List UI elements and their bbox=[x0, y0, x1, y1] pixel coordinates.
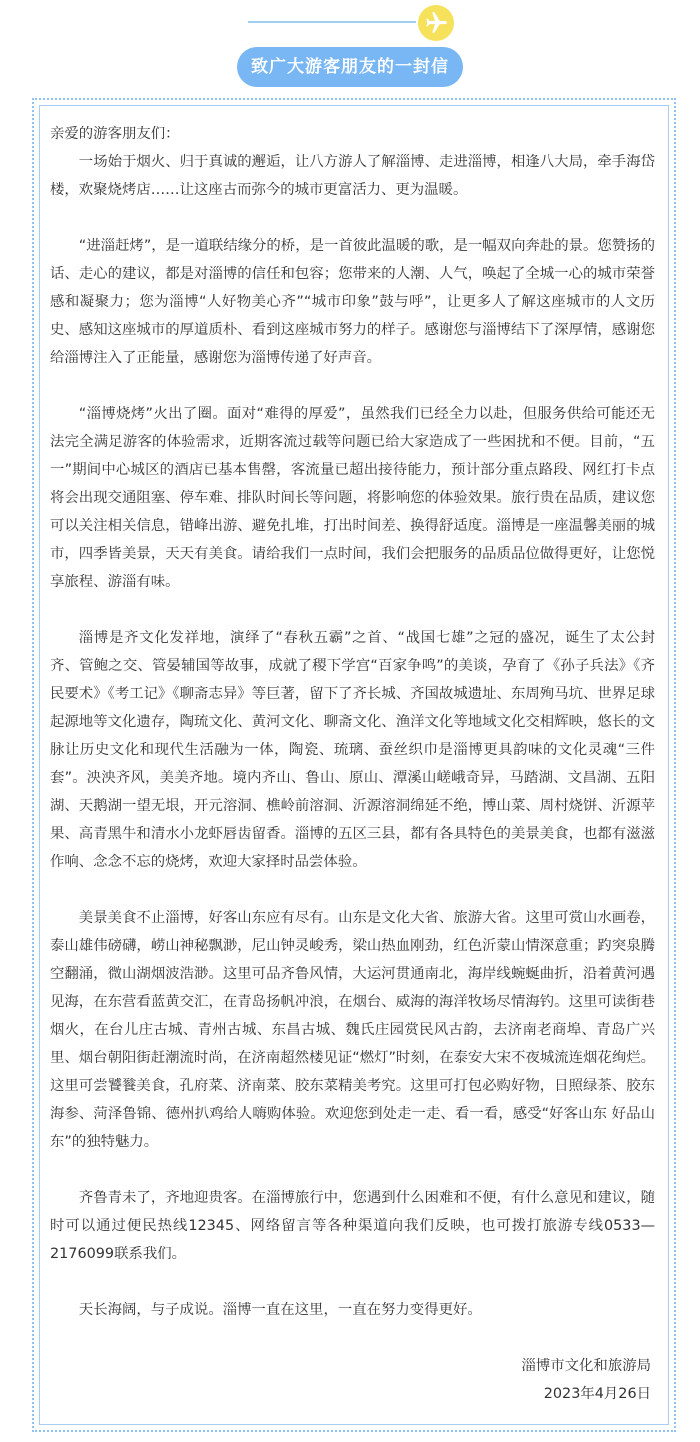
letter-greeting: 亲爱的游客朋友们： bbox=[50, 126, 180, 142]
letter-paragraph-7: 天长海阔，与子成说。淄博一直在这里，一直在努力变得更好。 bbox=[78, 1302, 482, 1318]
letter-paragraph-5: 美景美食不止淄博，好客山东应有尽有。山东是文化大省、旅游大省。这里可赏山水画卷，泰山雄伟磅礴，崂山神秘飘渺，尼山钟灵峻秀，梁山热血刚劲，红色沂蒙山情深意重；趵突泉腾空翻涌，微山湖烟波浩渺。这里可品齐鲁风情，大运河贯通南北，海岸线蜿蜒曲折，沿着黄河遇见海，在东营看蓝黄交汇，在青岛扬帆冲浪，在烟台、威海的海洋牧场尽情海钓。这里可读街巷烟火，在台儿庄古城、青州古城、东昌古城、魏氏庄园赏民风古韵，去济南老商埠、青岛广兴里、烟台朝阳街赶潮流时尚，在济南超然楼见证“燃灯”时刻，在泰安大宋不夜城流连烟花绚烂。这里可尝饕餮美食，孔府菜、济南菜、胶东菜精美考究。这里可打包必购好物，日照绿茶、胶东海参、菏泽鲁锦、德州扒鸡给人嗨购体验。欢迎您到处走一走、看一看，感受“好客山东 好品山东”的独特魅力。 bbox=[50, 910, 655, 1150]
letter-date: 2023年4月26日 bbox=[543, 1386, 651, 1402]
letter-body bbox=[50, 120, 655, 1408]
letter-paragraph-3: “淄博烧烤”火出了圈。面对“难得的厚爱”，虽然我们已经全力以赴，但服务供给可能还无法完全满足游客的体验需求，近期客流过载等问题已给大家造成了一些困扰和不便。目前，“五一”期间中心城区的酒店已基本售罄，客流量已超出接待能力，预计部分重点路段、网红打卡点将会出现交通阻塞、停车难、排队时间长等问题，将影响您的体验效果。旅行贵在品质，建议您可以关注相关信息，错峰出游、避免扎堆，打出时间差、换得舒适度。淄博是一座温馨美丽的城市，四季皆美景，天天有美食。请给我们一点时间，我们会把服务的品质品位做得更好，让您悦享旅程、游淄有味。 bbox=[50, 406, 655, 590]
airplane-badge bbox=[418, 5, 454, 41]
letter-paragraph-6: 齐鲁青未了，齐地迎贵客。在淄博旅行中，您遇到什么困难和不便，有什么意见和建议，随时可以通过便民热线12345、网络留言等各种渠道向我们反映，也可拨打旅游专线0533—2176099联系我们。 bbox=[50, 1190, 655, 1262]
letter-paragraph-2: “进淄赶烤”，是一道联结缘分的桥，是一首彼此温暖的歌，是一幅双向奔赴的景。您赞扬的话、走心的建议，都是对淄博的信任和包容；您带来的人潮、人气，唤起了全城一心的城市荣誉感和凝聚力；您为淄博“人好物美心齐”“城市印象”鼓与呼”，让更多人了解这座城市的人文历史、感知这座城市的厚道质朴、看到这座城市努力的样子。感谢您与淄博结下了深厚情，感谢您给淄博注入了正能量，感谢您为淄博传递了好声音。 bbox=[50, 238, 655, 366]
header-divider-line bbox=[248, 21, 416, 23]
airplane-icon bbox=[423, 10, 449, 36]
letter-header bbox=[0, 0, 700, 100]
letter-paragraph-4: 淄博是齐文化发祥地，演绎了“春秋五霸”之首、“战国七雄”之冠的盛况，诞生了太公封齐、管鲍之交、管晏辅国等故事，成就了稷下学宫“百家争鸣”的美谈，孕育了《孙子兵法》《齐民要术》《考工记》《聊斋志异》等巨著，留下了齐长城、齐国故城遗址、东周殉马坑、世界足球起源地等文化遗存，陶琉文化、黄河文化、聊斋文化、渔洋文化等地域文化交相辉映，悠长的文脉让历史文化和现代生活融为一体，陶瓷、琉璃、蚕丝织巾是淄博更具韵味的文化灵魂“三件套”。泱泱齐风，美美齐地。境内齐山、鲁山、原山、潭溪山嵯峨奇异，马踏湖、文昌湖、五阳湖、天鹅湖一望无垠，开元溶洞、樵岭前溶洞、沂源溶洞绵延不绝，博山菜、周村烧饼、沂源苹果、高青黑牛和清水小龙虾唇齿留香。淄博的五区三县，都有各具特色的美景美食，也都有滋滋作响、念念不忘的烧烤，欢迎大家择时品尝体验。 bbox=[50, 630, 655, 870]
letter-signature: 淄博市文化和旅游局 bbox=[521, 1358, 651, 1374]
letter-title: 致广大游客朋友的一封信 bbox=[237, 47, 463, 87]
letter-paragraph-1: 一场始于烟火、归于真诚的邂逅，让八方游人了解淄博、走进淄博，相逢八大局，牵手海岱楼，欢聚烧烤店……让这座古而弥今的城市更富活力、更为温暖。 bbox=[50, 154, 655, 198]
